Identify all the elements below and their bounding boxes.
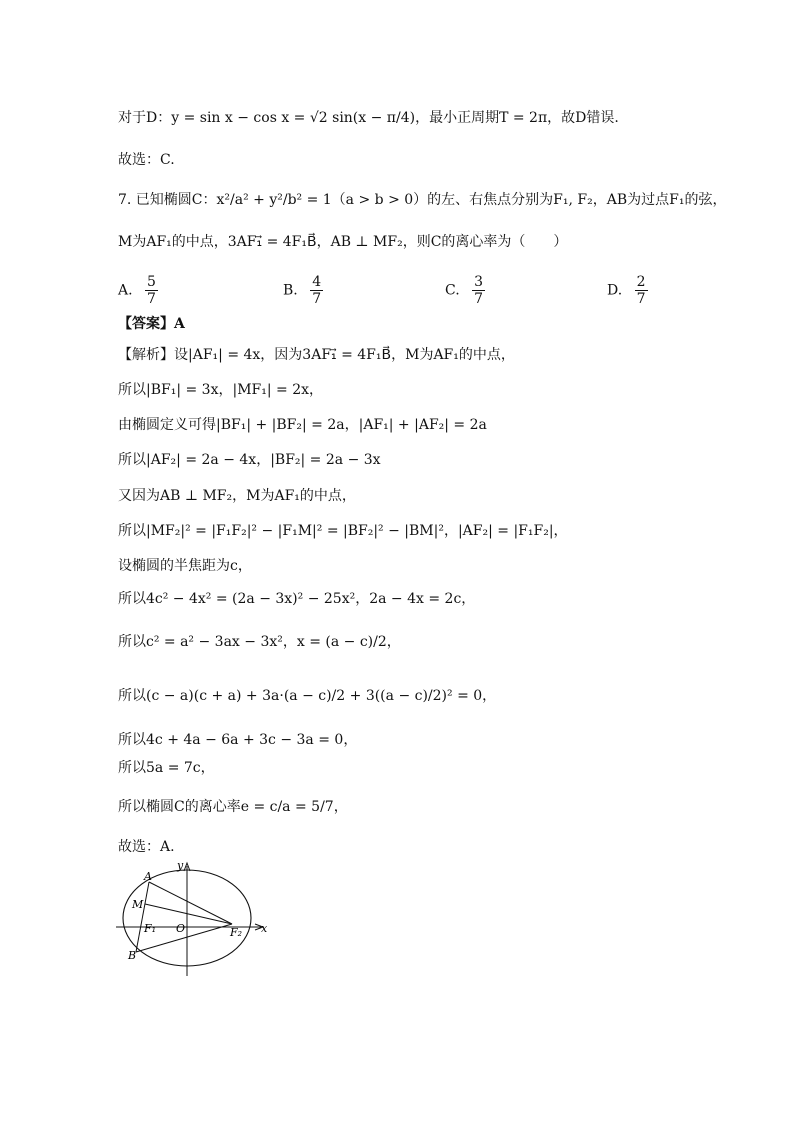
chord-ab	[136, 882, 149, 952]
option-b-fraction	[310, 274, 323, 307]
text-line-option-d-analysis: 对于D：y = sin x − cos x = √2 sin(x − π/4)，最小正周期T = 2π，故D错误.	[118, 110, 619, 126]
solution-line-6: 所以|MF₂|² = |F₁F₂|² − |F₁M|² = |BF₂|² − |BM|²，|AF₂| = |F₁F₂|，	[118, 523, 568, 539]
label-f1: F₁	[144, 922, 157, 935]
choose-a-line: 故选：A.	[118, 839, 175, 855]
solution-line-10: 所以(c − a)(c + a) + 3a·(a − c)/2 + 3((a − c)/2)² = 0，	[118, 688, 497, 704]
solution-line-7: 设椭圆的半焦距为c，	[118, 558, 252, 574]
solution-line-13: 所以椭圆C的离心率e = c/a = 5/7，	[118, 799, 348, 815]
label-o: O	[176, 922, 186, 935]
label-f2: F₂	[230, 926, 243, 939]
option-d-denominator: 7	[636, 291, 646, 307]
solution-line-11: 所以4c + 4a − 6a + 3c − 3a = 0，	[118, 732, 358, 748]
segment-m-f2	[145, 904, 232, 924]
label-a: A	[144, 870, 152, 883]
text-line-choose-c: 故选：C.	[118, 152, 175, 168]
option-c-fraction	[472, 274, 485, 307]
option-d-fraction	[635, 274, 648, 307]
label-m: M	[132, 898, 144, 911]
option-b-letter: B.	[283, 282, 298, 299]
option-d-letter: D.	[607, 282, 623, 299]
option-a-letter: A.	[118, 282, 133, 299]
label-x-axis: x	[261, 922, 268, 935]
option-b	[283, 274, 323, 307]
option-a	[118, 274, 158, 307]
solution-line-1: 【解析】设|AF₁| = 4x，因为3AF₁⃗ = 4F₁B⃗，M为AF₁的中点，	[118, 347, 515, 363]
option-a-fraction	[145, 274, 158, 307]
option-c	[445, 274, 485, 307]
question-7-stem-line-1: 7. 已知椭圆C：x²/a² + y²/b² = 1（a > b > 0）的左、右焦点分别为F₁, F₂，AB为过点F₁的弦，	[118, 192, 727, 208]
segment-a-f2	[149, 882, 232, 924]
option-b-denominator: 7	[312, 291, 322, 307]
solution-line-12: 所以5a = 7c，	[118, 760, 215, 776]
solution-line-3: 由椭圆定义可得|BF₁| + |BF₂| = 2a，|AF₁| + |AF₂| = 2a	[118, 417, 487, 433]
solution-line-9: 所以c² = a² − 3ax − 3x²，x = (a − c)/2，	[118, 634, 401, 650]
option-c-denominator: 7	[474, 291, 484, 307]
label-b: B	[128, 949, 137, 962]
option-c-letter: C.	[445, 282, 460, 299]
label-y-axis: y	[177, 859, 184, 872]
solution-line-8: 所以4c² − 4x² = (2a − 3x)² − 25x²，2a − 4x = 2c，	[118, 591, 476, 607]
solution-line-5: 又因为AB ⊥ MF₂，M为AF₁的中点，	[118, 488, 356, 504]
question-7-stem-line-2: M为AF₁的中点，3AF₁⃗ = 4F₁B⃗，AB ⊥ MF₂，则C的离心率为（ ）	[118, 234, 568, 250]
option-a-numerator: 5	[147, 274, 156, 290]
option-d-numerator: 2	[636, 274, 646, 290]
option-d	[607, 274, 648, 307]
answer-line: 【答案】A	[118, 316, 185, 332]
option-b-numerator: 4	[312, 274, 322, 290]
solution-line-2: 所以|BF₁| = 3x，|MF₁| = 2x，	[118, 382, 324, 398]
option-c-numerator: 3	[474, 274, 484, 290]
option-a-denominator: 7	[147, 291, 156, 307]
solution-line-4: 所以|AF₂| = 2a − 4x，|BF₂| = 2a − 3x	[118, 452, 381, 468]
ellipse-figure	[116, 858, 276, 978]
